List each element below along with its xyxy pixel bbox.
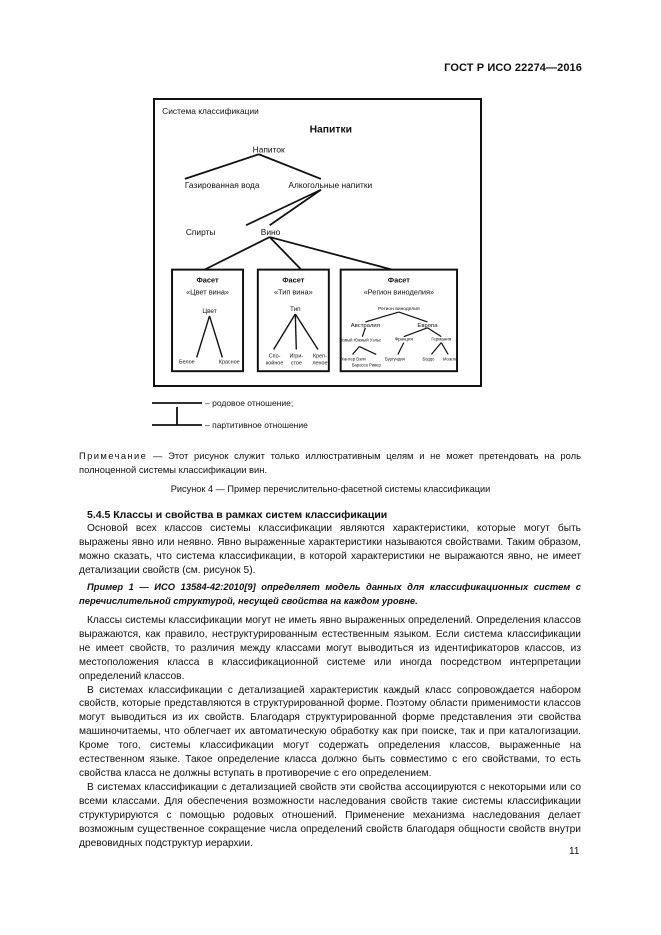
figure-caption: Рисунок 4 — Пример перечислительно-фасетной системы классификации <box>170 484 491 494</box>
facet-region-name: «Регион виноделия» <box>363 287 435 297</box>
paragraph: Классы системы классификации могут не иметь явно выраженных определений. Определения классов выражаются, как правило, неструктурированным естественным языком. Если система классификации не имеет свойств, то различия между классами могут выводиться из идентификаторов классов, из местоположения класса в классификационной системе или иногда посредством интерпретации определений классов. <box>79 615 581 682</box>
region-germany: Германия <box>431 336 452 342</box>
facet-region-edges <box>350 312 452 354</box>
section-body-part-b <box>79 614 581 850</box>
facet-type-node: Тип <box>289 306 301 314</box>
facet-color-name: «Цвет вина» <box>186 287 230 297</box>
region-australia: Австралия <box>350 322 380 329</box>
classification-diagram <box>155 100 480 385</box>
level1-node-water: Газированная вода <box>184 179 260 190</box>
facet-region-label: Фасет <box>387 275 410 285</box>
edge-alcohol-wine <box>270 190 321 226</box>
tree-lines <box>185 154 392 269</box>
edge-root-alcohol <box>259 154 321 179</box>
edge-wine-facet-region <box>270 237 392 270</box>
standard-header: ГОСТ Р ИСО 22274—2016 <box>444 62 582 74</box>
edge-wine-facet-color <box>205 237 270 270</box>
root-node: Напиток <box>252 144 285 155</box>
region-hunter-valley: Хантер Вэли <box>341 356 366 362</box>
level1-node-alcohol: Алкогольные напитки <box>288 179 373 190</box>
legend-svg <box>150 396 480 436</box>
example-block <box>79 580 581 607</box>
region-europe: Европа <box>417 322 438 329</box>
note-label: Примечание <box>79 450 148 461</box>
legend-generic-text: – родовое отношение; <box>205 398 294 408</box>
paragraph: В системах классификации с детализацией характеристик каждый класс сопровождается набором свойств, которые представляются в структурированной форме. Поэтому области применимости классов могут выводиться из их свойств. Благодаря структурированной форме представления эти свойства машиночитаемы, что облегчает их автоматическую обработку как при поиске, так и при каталогизации. Кроме того, системы классификации могут содержать определения классов, выраженные на естественном языке. Такое определение класса должно быть совместимо с его свойствами, то есть свойства класса не должны вступать в противоречие с его определением. <box>79 684 581 779</box>
facet-type-name: «Тип вина» <box>273 287 313 297</box>
section-title: 5.4.5 Классы и свойства в рамках систем классификации <box>87 509 388 521</box>
facet-color-leaf-red: Красное <box>218 359 240 366</box>
region-france: Франция <box>394 336 413 342</box>
classification-figure <box>153 98 482 387</box>
facet-type-leaf-still-line2: койное <box>265 360 284 367</box>
paragraph: Основой всех классов системы классификации являются характеристики, которые могут быть выражены явно или неявно. Явно выраженные характеристики называются свойствами. Таким образом, можно сказать, что система классификации, в которой характеристики не выражаются явно, не имеет детализации свойств (см. рисунок 5). <box>79 523 581 576</box>
facet-color-node: Цвет <box>202 308 217 316</box>
section-body-part-a <box>79 522 581 578</box>
legend-partitive-symbol <box>152 407 202 425</box>
level2-node-spirits: Спирты <box>185 227 216 238</box>
level2-node-wine: Вино <box>260 227 281 238</box>
region-nsw: Новый Южный Уэльс <box>339 337 382 343</box>
edge-alcohol-spirits <box>246 190 321 226</box>
region-barossa: Баросса Ривер <box>351 362 381 368</box>
system-label: Система классификации <box>162 105 259 116</box>
page-number: 11 <box>569 846 580 857</box>
figure-legend <box>150 396 480 436</box>
figure-note <box>79 449 581 477</box>
facet-type-label: Фасет <box>282 275 305 285</box>
legend-partitive-text: – партитивное отношение <box>205 420 308 430</box>
facet-color-label: Фасет <box>196 275 219 285</box>
figure-title: Напитки <box>309 124 353 136</box>
facet-type-leaf-still <box>266 353 283 366</box>
region-bordeaux: Бордо <box>422 356 435 362</box>
region-moselle: Мозель <box>442 356 458 362</box>
facet-type-leaf-fortified: Креп-леное <box>312 353 328 367</box>
facet-type-leaf-sparkling: Игри-стое <box>289 353 304 367</box>
facet-color-edges <box>197 316 223 357</box>
facet-color-leaf-white: Белое <box>179 359 195 366</box>
facet-type-leaf-still-line1: Спо- <box>268 353 281 360</box>
note-text: — Этот рисунок служит только иллюстративным целям и не может претендовать на роль полноценной системы классификации вин. <box>79 450 581 475</box>
paragraph: В системах классификации с детализацией свойств эти свойства ассоциируются с некоторыми или со всеми классами. Для обеспечения возможности наследования свойств такие системы классификации структурируются с помощью родовых отношений. Применение механизма наследования делает возможным существенное сокращение числа определений свойств благодаря общности свойств внутри древовидных подструктур иерархии. <box>79 781 581 849</box>
facet-type-edges <box>274 314 318 350</box>
facet-region-node: Регион виноделия <box>378 307 420 313</box>
example-1: Пример 1 — ИСО 13584-42:2010[9] определяет модель данных для классификационных систем с перечислительной структурой, несущей свойства на каждом уровне. <box>79 581 581 606</box>
region-burgundy: Бургундия <box>385 356 405 362</box>
edge-root-water <box>185 154 259 179</box>
